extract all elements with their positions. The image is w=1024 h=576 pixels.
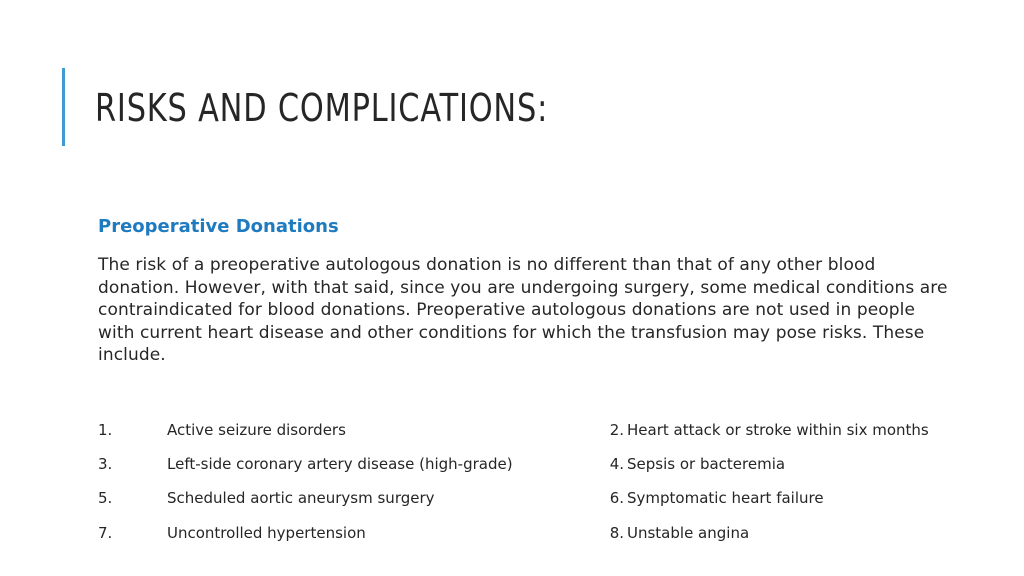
list-item-number: 7. bbox=[98, 524, 113, 542]
body-paragraph: The risk of a preoperative autologous donation is no different than that of any other blood donation. However, with that said, since you are undergoing surgery, some medical conditions are contraindicated for blood donations. Preoperative autologous donations are not used in people with current heart disease and other conditions for which the transfusion may pose risks. These include. bbox=[98, 255, 948, 365]
list-item-text: Left-side coronary artery disease (high-grade) bbox=[167, 455, 513, 473]
section-subheading: Preoperative Donations bbox=[98, 216, 339, 237]
list-item-number: 1. bbox=[98, 421, 113, 439]
list-item-text: Scheduled aortic aneurysm surgery bbox=[167, 489, 435, 507]
list-item-number: 3. bbox=[98, 455, 113, 473]
list-item-number: 2. bbox=[609, 421, 624, 439]
list-item-text: Unstable angina bbox=[627, 524, 750, 542]
list-item-text: Symptomatic heart failure bbox=[627, 489, 824, 507]
list-item-text: Uncontrolled hypertension bbox=[167, 524, 366, 542]
list-item bbox=[98, 486, 578, 510]
list-item-number: 4. bbox=[609, 455, 624, 473]
title-accent-bar bbox=[62, 68, 65, 146]
list-item bbox=[596, 452, 996, 476]
list-item-number: 8. bbox=[609, 524, 624, 542]
slide-title: RISKS AND COMPLICATIONS: bbox=[95, 86, 549, 130]
list-item bbox=[596, 418, 996, 442]
list-item-text: Active seizure disorders bbox=[167, 421, 346, 439]
list-item bbox=[596, 486, 996, 510]
list-item bbox=[98, 418, 578, 442]
list-item bbox=[98, 521, 578, 545]
list-item-text: Heart attack or stroke within six months bbox=[627, 421, 929, 439]
list-item-number: 5. bbox=[98, 489, 113, 507]
list-item bbox=[596, 521, 996, 545]
list-item-text: Sepsis or bacteremia bbox=[627, 455, 786, 473]
list-item bbox=[98, 452, 578, 476]
list-item-number: 6. bbox=[609, 489, 624, 507]
